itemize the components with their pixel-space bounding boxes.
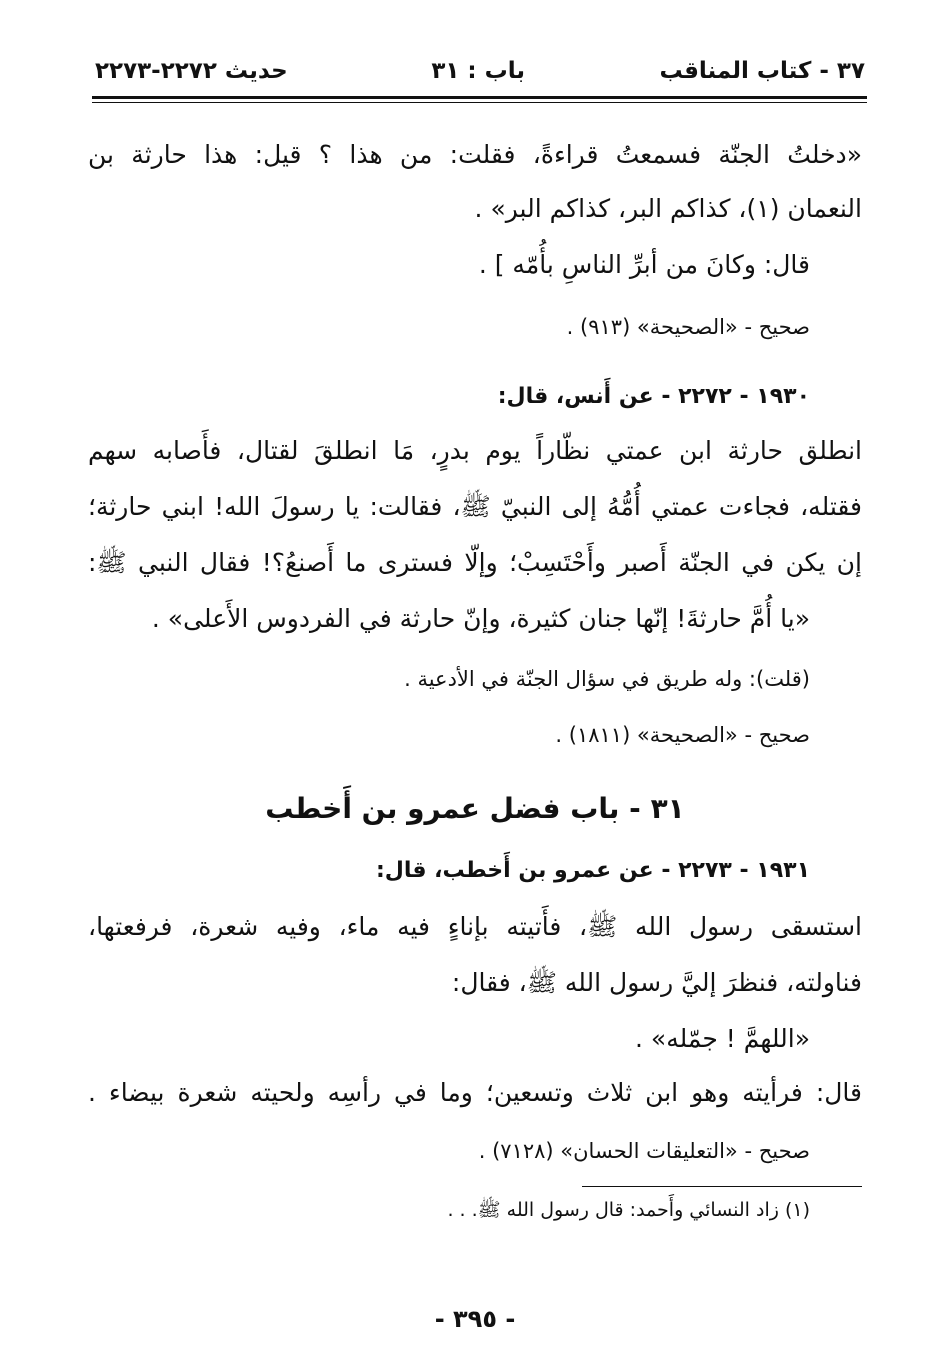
page-number: - ٣٩٥ - xyxy=(434,1305,516,1333)
hadith-number: ١٩٣١ - ٢٢٧٣ - عن عمرو بن أَخطب، قال: xyxy=(375,858,810,883)
text-line: «يا أُمَّ حارثةَ! إنّها جنان كثيرة، وإنّ حارثة في الفردوس الأَعلى» . xyxy=(151,604,810,633)
text-line: «دخلتُ الجنّة فسمعتُ قراءةً، فقلت: من هذا ؟ قيل: هذا حارثة بن xyxy=(88,140,862,169)
chapter-heading: ٣١ - باب فضل عمرو بن أَخطب xyxy=(265,792,685,825)
header-rule-thick xyxy=(92,96,867,99)
header-rule-thin xyxy=(92,102,867,103)
grading-line: صحيح - «الصحيحة» (٩١٣) . xyxy=(566,315,810,339)
text-line: فقتله، فجاءت عمتي أُمُّهُ إلى النبيّ ﷺ، فقالت: يا رسولَ الله! ابني حارثة؛ xyxy=(88,492,862,521)
text-line: إن يكن في الجنّة أَصبر وأَحْتَسِبْ؛ وإلّا فسترى ما أَصنعُ؟! فقال النبي ﷺ: xyxy=(88,548,862,577)
text-line: فناولته، فنظرَ إليَّ رسول الله ﷺ، فقال: xyxy=(451,968,862,997)
hadith-range: حديث ٢٢٧٢-٢٢٧٣ xyxy=(95,58,288,84)
text-line: استسقى رسول الله ﷺ، فأَتيته بإناءٍ فيه ماء، وفيه شعرة، فرفعتها، xyxy=(88,912,862,941)
text-line: قال: فرأيته وهو ابن ثلاث وتسعين؛ وما في رأسِه ولحيته شعرة بيضاء . xyxy=(88,1078,862,1107)
text-line: قال: وكانَ من أبرِّ الناسِ بأُمّه ] . xyxy=(478,250,810,279)
running-head xyxy=(95,58,865,92)
text-line: «اللهمَّ ! جمّله» . xyxy=(635,1024,810,1053)
grading-line: صحيح - «التعليقات الحسان» (٧١٢٨) . xyxy=(478,1139,810,1163)
footnote: (١) زاد النسائي وأَحمد: قال رسول الله ﷺ. . . xyxy=(447,1199,810,1221)
grading-line: صحيح - «الصحيحة» (١٨١١) . xyxy=(555,723,810,747)
book-title: ٣٧ - كتاب المناقب xyxy=(659,58,865,84)
hadith-number: ١٩٣٠ - ٢٢٧٢ - عن أَنس، قال: xyxy=(497,384,810,409)
chapter-label: باب : ٣١ xyxy=(431,58,525,84)
text-line: النعمان (١)، كذاكم البر، كذاكم البر» . xyxy=(474,194,862,223)
note-line: (قلت): وله طريق في سؤال الجنّة في الأدعية . xyxy=(404,667,810,691)
footnote-rule xyxy=(582,1186,862,1187)
text-line: انطلق حارثة ابن عمتي نظّاراً يوم بدرٍ، مَا انطلقَ لقتال، فأَصابه سهم xyxy=(88,436,862,465)
